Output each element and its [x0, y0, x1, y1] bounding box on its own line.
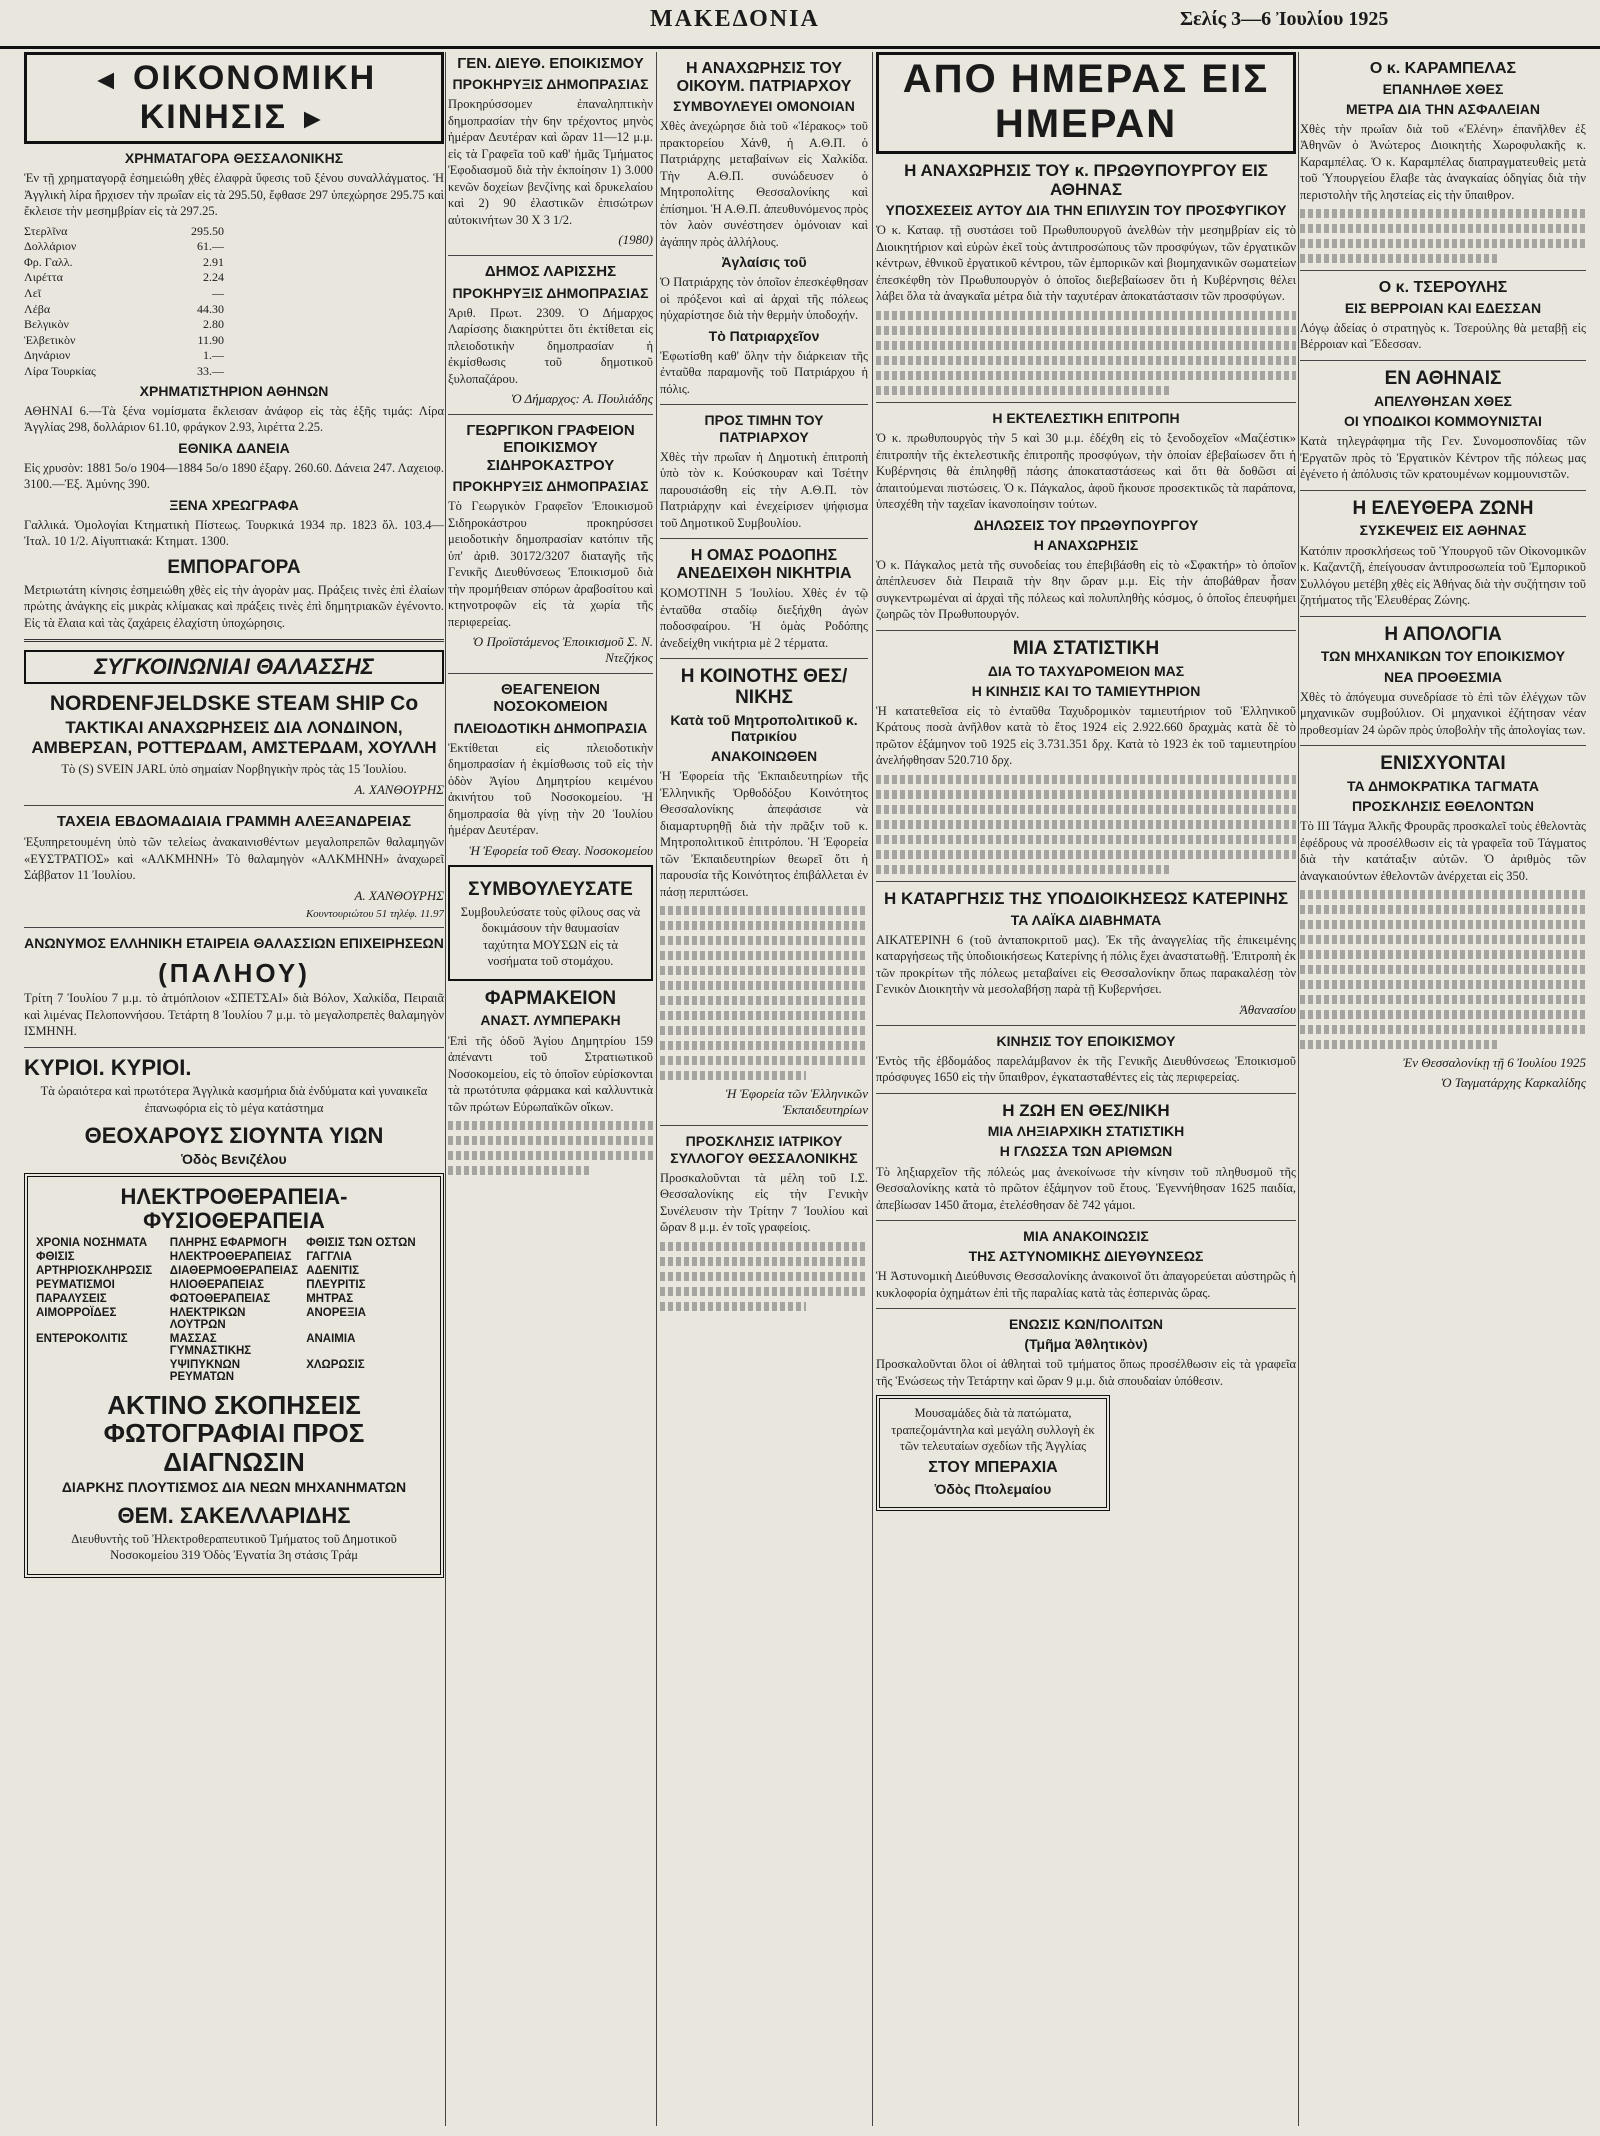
article-subhead: Η ΓΛΩΣΣΑ ΤΩΝ ΑΡΙΘΜΩΝ — [999, 1143, 1173, 1160]
divider — [448, 673, 653, 674]
article-subhead: ΤΗΣ ΑΣΤΥΝΟΜΙΚΗΣ ΔΙΕΥΘΥΝΣΕΩΣ — [968, 1248, 1204, 1265]
article-subhead: (Τμῆμα Ἀθλητικὸν) — [1024, 1336, 1148, 1353]
column-economy — [24, 52, 444, 2128]
article-headline: ΕΝΙΣΧΥΟΝΤΑΙ — [1380, 753, 1506, 775]
ad-title: ΣΥΜΒΟΥΛΕΥΣΑΤΕ — [468, 878, 633, 900]
article-text: Ἐντὸς τῆς ἑβδομάδος παρελάμβανον ἐκ τῆς Γενικῆς Διευθύνσεως Ἐποικισμοῦ πρόσφυγες 1650 εἰς τὴν ὕπαιθρον, ἐγκατασταθέντες εἰς τὰς περιφερείας. — [876, 1053, 1296, 1085]
article-text: Χθὲς ἀνεχώρησε διὰ τοῦ «Ἱέρακος» τοῦ πρακτορείου Χάνθ, ἡ Α.Θ.Π. ὁ Πατριάρχης μεταβαίνων εἰς Χαλκίδα. Τὴν Α.Θ.Π. συνώδευσεν ὁ Μητροπολίτης Θεσσαλονίκης καὶ ἐπίσημοι. Ἡ Α.Θ.Π. ἀπευθυνόμενος πρὸς τὸν λαὸν συνέστησεν ὁμόνοιαν καὶ ἀγάπην πρὸς ἀλλήλους. — [660, 119, 868, 249]
rate-row: Δολλάριον 61.— — [24, 239, 224, 254]
article-text: Ἡ κατατεθεῖσα εἰς τὸ ἐνταῦθα Ταχυδρομικὸν ταμιευτήριον τοῦ Ἑλληνικοῦ Κράτους ποσὰ ἀνῆλθον κατὰ τὸ ἔτος 1924 εἰς 2.922.660 δραχμὰς κατὰ δὲ τὸ πρῶτον ἑξάμηνον τοῦ 1925 εἰς 3.731.351 δρχ. Κατὰ τὸ 1923 ἐκ τοῦ ταμιευτηρίου ἀνελήφθησαν 520.710 δρχ. — [876, 703, 1296, 768]
ad-routes: ΤΑΚΤΙΚΑΙ ΑΝΑΧΩΡΗΣΕΙΣ ΔΙΑ ΛΟΝΔΙΝΟΝ, ΑΜΒΕΡΣΑΝ, ΡΟΤΤΕΡΔΑΜ, ΑΜΣΤΕΡΔΑΜ, ΧΟΥΛΛΗ — [31, 718, 437, 757]
article-text: Τὸ ΙΙΙ Τάγμα Ἀλκῆς Φρουρᾶς προσκαλεῖ τοὺς ἐθελοντὰς ἐφέδρους νὰ προσέλθωσιν εἰς τὰ γραφεῖα τοῦ Τάγματος διὰ τὴν κατάταξιν αὐτῶν. Ὁ ἀριθμὸς τῶν ἀναγκαιούντων ἐθελοντῶν ἀνέρχεται εἰς 350. — [1300, 819, 1586, 883]
article-text: Προσκαλοῦνται ὅλοι οἱ ἀθληταὶ τοῦ τμήματος ὅπως προσέλθωσιν εἰς τὰ γραφεῖα τῆς Ἑνώσεως τὴν Τετάρτην καὶ ὥραν 9 μ.μ. διὰ σπουδαίαν ὑπόθεσιν. — [876, 1357, 1296, 1388]
ad-doctor-name: ΘΕΜ. ΣΑΚΕΛΛΑΡΙΔΗΣ — [117, 1502, 351, 1528]
ad-title: ΦΑΡΜΑΚΕΙΟΝ — [484, 987, 617, 1009]
service-item: ΓΑΓΓΛΙΑ — [306, 1250, 352, 1263]
article-text: Ἐν τῇ χρηματαγορᾷ ἐσημειώθη χθὲς ἐλαφρὰ ὕφεσις τοῦ ξένου συναλλάγματος. Ἡ Ἀγγλικὴ λίρα ἤρχισεν τὴν πρωΐαν εἰς τὰ 295.50, ἔφθασε 297 ὑπεχώρησε 295.75 καὶ ἔκλεισε τὴν μεσημβρίαν εἰς τὰ 297.25. — [24, 171, 444, 219]
rate-row: Λεῖ — — [24, 285, 224, 300]
rate-row: Λίρα Τουρκίας 33.— — [24, 363, 224, 378]
ad-title: ΚΥΡΙΟΙ. ΚΥΡΙΟΙ. — [24, 1054, 192, 1080]
ad-shop-address: Ὁδὸς Βενιζέλου — [181, 1151, 287, 1168]
shipping-banner-title: ΣΥΓΚΟΙΝΩΝΙΑΙ ΘΑΛΑΣΣΗΣ — [94, 654, 374, 680]
article-text: Ἡ Ἐφορεία τῆς Ἐκπαιδευτηρίων τῆς Ἑλληνικῆς Ὀρθοδόξου Κοινότητος Θεσσαλονίκης ἀπεφάσισε νὰ διαμαρτυρηθῇ διὰ τὴν πρᾶξιν τοῦ κ. Μητροπολιτικοῦ ἐπιτρόπου. Ἡ Ἐφορεία τῶν Ἐκπαιδευτηρίων θεωρεῖ ὅτι ἡ παρουσία τῆς Κοινότητος ἐπιβάλλεται ἐν πάσῃ περιπτώσει. — [660, 769, 868, 899]
ad-title: ΤΑΧΕΙΑ ΕΒΔΟΜΑΔΙΑΙΑ ΓΡΑΜΜΗ ΑΛΕΞΑΝΔΡΕΙΑΣ — [56, 812, 412, 830]
divider — [876, 630, 1296, 631]
notice-subtitle: ΠΡΟΚΗΡΥΞΙΣ ΔΗΜΟΠΡΑΣΙΑΣ — [452, 76, 649, 93]
article-text: Μετριωτάτη κίνησις ἐσημειώθη χθὲς εἰς τὴν ἀγορὰν μας. Πράξεις τινὲς ἐπὶ ἐλαίων πρώτης ἀνάγκης εἰς μικρὰς κλίμακας καὶ πράξεις τινὲς ἐπὶ δημητριακῶν ἐγένοντο. Εἰς τὰ ἔλαια καὶ τὰς ζαχάρεις ἐλαχίστη ὑποχώρησις. — [24, 582, 444, 630]
article-headline: Η ΕΚΤΕΛΕΣΤΙΚΗ ΕΠΙΤΡΟΠΗ — [992, 409, 1180, 426]
service-item: ΦΘΙΣΙΣ ΤΩΝ ΟΣΤΩΝ — [306, 1236, 416, 1249]
article-subhead: ΤΩΝ ΜΗΧΑΝΙΚΩΝ ΤΟΥ ΕΠΟΙΚΙΣΜΟΥ — [1320, 648, 1566, 665]
rate-row: Φρ. Γαλλ. 2.91 — [24, 254, 224, 269]
divider — [876, 1308, 1296, 1309]
service-item: ΠΛΕΥΡΙΤΙΣ — [306, 1278, 366, 1291]
article-headline: ΠΡΟΣΚΛΗΣΙΣ ΙΑΤΡΙΚΟΥ ΣΥΛΛΟΓΟΥ ΘΕΣΣΑΛΟΝΙΚΗΣ — [670, 1133, 858, 1166]
article-subhead: ΤΑ ΔΗΜΟΚΡΑΤΙΚΑ ΤΑΓΜΑΤΑ — [1347, 778, 1539, 794]
divider — [660, 538, 868, 539]
divider — [660, 658, 868, 659]
column-rule — [1298, 52, 1299, 2126]
notice-title: ΓΕΩΡΓΙΚΟΝ ΓΡΑΦΕΙΟΝ ΕΠΟΙΚΙΣΜΟΥ ΣΙΔΗΡΟΚΑΣΤΡΟΥ — [466, 422, 635, 474]
article-text: Ὁ κ. Πάγκαλος μετὰ τῆς συνοδείας του ἐπεβιβάσθη εἰς τὸ «Σφακτήρ» τὸ ὁποῖον ἀπέπλευσεν διὰ Πειραιᾶ τὴν 8ην ὥραν μ.μ. Εἰς τὴν ἀποβάθραν ἦσαν συγκεντρωμέναι αἱ ἀρχαὶ τῆς πόλεως καὶ πολυπληθὴς κόσμος, ὁ ὁποῖος ἐπευφήμει ζωηρῶς τὸν Πρωθυπουργόν. — [876, 557, 1296, 622]
economy-banner-title: ΟΙΚΟΝΟΜΙΚΗ ΚΙΝΗΣΙΣ — [132, 59, 377, 136]
service-item: ΡΕΥΜΑΤΙΣΜΟΙ — [36, 1278, 115, 1291]
article-subhead: Ἀγλαίσις τοῦ — [721, 254, 807, 271]
ad-title: (ΠΑΛΗΟΥ) — [158, 957, 310, 988]
ad-agent-address: Κουντουριώτου 51 τηλέφ. 11.97 — [306, 907, 444, 920]
illegible-text — [1300, 209, 1586, 263]
ad-title: ΗΛΕΚΤΡΟΘΕΡΑΠΕΙΑ-ΦΥΣΙΟΘΕΡΑΠΕΙΑ — [120, 1184, 348, 1234]
ad-headline: ΑΚΤΙΝΟ ΣΚΟΠΗΣΕΙΣ ΦΩΤΟΓΡΑΦΙΑΙ ΠΡΟΣ ΔΙΑΓΝΩΣΙΝ — [103, 1389, 365, 1477]
ad-text: Τρίτη 7 Ἰουλίου 7 μ.μ. τὸ ἀτμόπλοιον «ΣΠΕΤΣΑΙ» διὰ Βόλον, Χαλκίδα, Πειραιᾶ καὶ λιμένας Πελοποννήσου. Τετάρτη 8 Ἰουλίου 7 μ.μ. τὸ μεγαλοπρεπὲς θαλαμηγὸν ΙΣΜΗΝΗ. — [24, 991, 444, 1039]
divider — [1300, 745, 1586, 746]
section-title: ΕΘΝΙΚΑ ΔΑΝΕΙΑ — [178, 439, 290, 456]
illegible-text — [660, 1242, 868, 1311]
advice-ad — [448, 865, 653, 981]
illegible-text — [448, 1121, 653, 1175]
article-headline: Η ΟΜΑΣ ΡΟΔΟΠΗΣ ΑΝΕΔΕΙΧΘΗ ΝΙΚΗΤΡΙΑ — [676, 547, 852, 582]
service-item: ΧΛΩΡΩΣΙΣ — [306, 1358, 365, 1371]
right-arrow-icon: ► — [298, 103, 329, 134]
illegible-text — [876, 311, 1296, 395]
notice-text: Ἀριθ. Πρωτ. 2309. Ὁ Δήμαρχος Λαρίσσης διακηρύττει ὅτι ἐκτίθεται εἰς πλειοδοτικὴν δημοπρασίαν ἡ ἐκμίσθωσις τοῦ δημοτικοῦ ξυλοπαζάρου. — [448, 305, 653, 386]
service-item: ΜΗΤΡΑΣ — [306, 1292, 354, 1305]
column-rule — [656, 52, 657, 2126]
article-subhead: ΜΕΤΡΑ ΔΙΑ ΤΗΝ ΑΣΦΑΛΕΙΑΝ — [1346, 100, 1540, 117]
ad-text: Μουσαμάδες διὰ τὰ πατώματα, τραπεζομάντηλα καὶ μεγάλη συλλογὴ ἐκ τῶν τελευταίων σχεδίων τῆς Ἀγγλίας — [891, 1406, 1095, 1454]
service-item: ΠΛΗΡΗΣ ΕΦΑΡΜΟΓΗ — [169, 1236, 287, 1249]
article-headline: ΕΝΩΣΙΣ ΚΩΝ/ΠΟΛΙΤΩΝ — [1008, 1316, 1164, 1333]
article-headline: Η ΑΝΑΧΩΡΗΣΙΣ — [1033, 536, 1139, 553]
rate-row: Λιρέττα 2.24 — [24, 270, 224, 285]
ad-text: Τὸ (S) SVEIN JARL ὑπὸ σημαίαν Νορβηγικὴν πρὸς τὰς 15 Ἰουλίου. — [61, 762, 407, 777]
service-item: ΑΝΟΡΕΞΙΑ — [306, 1306, 366, 1319]
ad-subline: ΔΙΑΡΚΗΣ ΠΛΟΥΤΙΣΜΟΣ ΔΙΑ ΝΕΩΝ ΜΗΧΑΝΗΜΑΤΩΝ — [61, 1479, 407, 1496]
service-item: ΕΝΤΕΡΟΚΟΛΙΤΙΣ — [36, 1332, 128, 1345]
column-notices — [448, 52, 653, 2128]
article-headline: Ο κ. ΤΣΕΡΟΥΛΗΣ — [1378, 279, 1508, 297]
ad-shop-name: ΘΕΟΧΑΡΟΥΣ ΣΙΟΥΝΤΑ ΥΙΩΝ — [84, 1123, 384, 1149]
ad-text: Ἐξυπηρετουμένη ὑπὸ τῶν τελείως ἀνακαινισθέντων μεγαλοπρεπῶν θαλαμηγῶν «ΕΥΣΤΡΑΤΙΟΣ» καὶ «ΑΛΚΜΗΝΗ» Τὸ θαλαμηγὸν «ΑΛΚΜΗΝΗ» ἀναχωρεῖ Σάββατον 11 Ἰουλίου. — [24, 835, 444, 883]
article-subhead: ΑΝΑΚΟΙΝΩΘΕΝ — [710, 748, 818, 765]
service-item: ΠΑΡΑΛΥΣΕΙΣ — [36, 1292, 107, 1305]
article-subhead: ΥΠΟΣΧΕΣΕΙΣ ΑΥΤΟΥ ΔΙΑ ΤΗΝ ΕΠΙΛΥΣΙΝ ΤΟΥ ΠΡΟΣΦΥΓΙΚΟΥ — [885, 202, 1287, 219]
article-subhead: Η ΚΙΝΗΣΙΣ ΚΑΙ ΤΟ ΤΑΜΙΕΥΤΗΡΙΟΝ — [971, 682, 1201, 699]
notice-code: (1980) — [618, 232, 653, 248]
exchange-rates-list — [24, 224, 224, 380]
article-signature: Ὁ Ταγματάρχης Καρκαλίδης — [1440, 1075, 1586, 1091]
rate-row: Στερλῖνα 295.50 — [24, 223, 224, 238]
article-text: Χθὲς τὴν πρωΐαν ἡ Δημοτικὴ ἐπιτροπὴ ὑπὸ τὸν κ. Κούσκουραν καὶ Τσέτην παρουσιάσθη εἰς τὴν Α.Θ.Π. τὸν Πατριάρχην καὶ ἐνεχείρισεν ψήφισμα τοῦ Δημοτικοῦ Συμβουλίου. — [660, 449, 868, 530]
divider — [876, 402, 1296, 403]
article-subhead: ΕΠΑΝΗΛΘΕ ΧΘΕΣ — [1382, 80, 1504, 97]
article-text: Ὁ κ. πρωθυπουργὸς τὴν 5 καὶ 30 μ.μ. ἐδέχθη εἰς τὸ ξενοδοχεῖον «Μαζέστικ» ἐπιτροπὴν τῆς ἐκτελεστικῆς ἐπιτροπῆς προσφύγων, τὴν ὁποίαν ἐβεβαίωσεν ὅτι ἡ Κυβέρνησις θὰ ἐπιληφθῇ πάσης ἀποκαταστάσεως καὶ ὅτι θὰ δοθῶσι αἱ ἀπαιτούμεναι πιστώσεις. Ὁ κ. Πάγκαλος, ἀφοῦ ἤκουσε προσεκτικῶς τὰ παράπονα, ὑπεσχέθη τὴν ταχεῖαν ἱκανοποίησιν τούτων. — [876, 431, 1296, 512]
ad-company: NORDENFJELDSKE STEAM SHIP Co — [49, 692, 419, 716]
column-briefs — [1300, 52, 1586, 2128]
rate-row: Δηνάριον 1.— — [24, 348, 224, 363]
article-subhead: ΔΗΛΩΣΕΙΣ ΤΟΥ ΠΡΩΘΥΠΟΥΡΓΟΥ — [973, 516, 1199, 533]
column-patriarch — [660, 52, 868, 2128]
notice-title: ΓΕΝ. ΔΙΕΥΘ. ΕΠΟΙΚΙΣΜΟΥ — [457, 55, 644, 72]
ad-text: Ἐπὶ τῆς ὁδοῦ Ἁγίου Δημητρίου 159 ἀπέναντι τοῦ Στρατιωτικοῦ Νοσοκομείου, εἰς τὸ ὁποῖον εὑρίσκονται τὰ πρωτότυπα φάρμακα καὶ καλλυντικὰ τῶν πρώτων Εὐρωπαϊκῶν οἴκων. — [448, 1033, 653, 1114]
article-subhead: Κατὰ τοῦ Μητροπολιτικοῦ κ. Πατρικίου — [670, 712, 858, 745]
article-text: Λόγῳ ἀδείας ὁ στρατηγὸς κ. Τσερούλης θὰ μεταβῇ εἰς Βέρροιαν καὶ Ἔδεσσαν. — [1300, 320, 1586, 352]
ad-text: Διευθυντὴς τοῦ Ἠλεκτροθεραπευτικοῦ Τμήματος τοῦ Δημοτικοῦ Νοσοκομείου 319 Ὁδὸς Ἐγνατία 3η στάσις Τράμ — [71, 1531, 397, 1563]
article-subhead: ΑΠΕΛΥΘΗΣΑΝ ΧΘΕΣ — [1374, 392, 1512, 409]
service-item: ΗΛΕΚΤΡΙΚΩΝ ΛΟΥΤΡΩΝ — [169, 1306, 246, 1331]
service-item: ΑΡΤΗΡΙΟΣΚΛΗΡΩΣΙΣ — [36, 1264, 153, 1277]
article-subhead: ΜΙΑ ΛΗΞΙΑΡΧΙΚΗ ΣΤΑΤΙΣΤΙΚΗ — [987, 1123, 1185, 1140]
divider — [24, 805, 444, 806]
article-subhead: ΝΕΑ ΠΡΟΘΕΣΜΙΑ — [1383, 668, 1503, 685]
shop-ad — [876, 1395, 1110, 1511]
ad-title: ΑΝΩΝΥΜΟΣ ΕΛΛΗΝΙΚΗ ΕΤΑΙΡΕΙΑ ΘΑΛΑΣΣΙΩΝ ΕΠΙΧΕΙΡΗΣΕΩΝ — [24, 934, 444, 951]
article-headline: Η ΚΑΤΑΡΓΗΣΙΣ ΤΗΣ ΥΠΟΔΙΟΙΚΗΣΕΩΣ ΚΑΤΕΡΙΝΗΣ — [883, 888, 1289, 908]
service-item: ΗΛΕΚΤΡΟΘΕΡΑΠΕΙΑΣ — [169, 1250, 292, 1263]
service-item: ΑΝΑΙΜΙΑ — [306, 1332, 356, 1345]
notice-title: ΔΗΜΟΣ ΛΑΡΙΣΣΗΣ — [484, 263, 617, 281]
service-item: ΗΛΙΟΘΕΡΑΠΕΙΑΣ — [169, 1278, 265, 1291]
article-headline: Η ΑΝΑΧΩΡΗΣΙΣ ΤΟΥ κ. ΠΡΩΘΥΠΟΥΡΓΟΥ ΕΙΣ ΑΘΗΝΑΣ — [904, 161, 1268, 199]
notice-signature: Ὁ Δήμαρχος: Α. Πουλιάδης — [510, 391, 653, 407]
article-subhead: ΟΙ ΥΠΟΔΙΚΟΙ ΚΟΜΜΟΥΝΙΣΤΑΙ — [1344, 412, 1542, 429]
illegible-text — [660, 906, 868, 1080]
article-subhead: ΔΙΑ ΤΟ ΤΑΧΥΔΡΟΜΕΙΟΝ ΜΑΣ — [987, 662, 1185, 679]
article-text: Κατὰ τηλεγράφημα τῆς Γεν. Συνομοσπονδίας τῶν Ἐργατῶν πρὸς τὸ Ἐργατικὸν Κέντρον τῆς πόλεως μας ἐγένετο ἡ ἀπόλυσις τῶν κρατουμένων κομμουνιστῶν. — [1300, 434, 1586, 482]
notice-subtitle: ΠΡΟΚΗΡΥΞΙΣ ΔΗΜΟΠΡΑΣΙΑΣ — [452, 284, 649, 301]
notice-text: Τὸ Γεωργικὸν Γραφεῖον Ἐποικισμοῦ Σιδηροκάστρου προκηρύσσει μειοδοτικὴν δημοπρασίαν κατόπιν τῆς ὑπ' ἀριθ. 30172/3207 διαταγῆς τῆς Γενικῆς Διευθύνσεως Ἐποικισμοῦ διὰ τὴν προμήθειαν σπόρων ἀραβοσίτου καὶ κτηνοτροφῶν εἰς τὰ χωρία τῆς περιφερείας. — [448, 499, 653, 629]
article-text: Προσκαλοῦνται τὰ μέλη τοῦ Ι.Σ. Θεσσαλονίκης εἰς τὴν Γενικὴν Συνέλευσιν τὴν Τρίτην 7 Ἰουλίου καὶ ὥραν 8 μ.μ. ἐν τοῖς γραφείοις. — [660, 1170, 868, 1235]
ad-agent: Α. ΧΑΝΘΟΥΡΗΣ — [354, 887, 444, 903]
article-text: ΑΙΚΑΤΕΡΙΝΗ 6 (τοῦ ἀνταποκριτοῦ μας). Ἐκ τῆς ἀναγγελίας τῆς ἐπικειμένης καταργήσεως τῆς ὑποδιοικήσεως Κατερίνης ἡ πόλις ἔχει ἀναστατωθῇ. Ἐπιτροπὴ ἐκ τῶν προκρίτων τῆς πόλεως μεταβαίνει εἰς Θεσσαλονίκην ὅπως παρακαλέσῃ τὸν Γενικὸν Διοικητὴν νὰ μεσολαβήσῃ παρὰ τῇ Κυβερνήσει. — [876, 932, 1296, 997]
rate-row: Ἑλβετικὸν 11.90 — [24, 332, 224, 347]
service-item: ΜΑΣΣΑΣ ΓΥΜΝΑΣΤΙΚΗΣ — [169, 1332, 252, 1357]
ad-shop-name: ΣΤΟΥ ΜΠΕΡΑΧΙΑ — [928, 1458, 1058, 1476]
notice-text: Προκηρύσσομεν ἐπαναληπτικὴν δημοπρασίαν τὴν 6ην τρέχοντος μηνὸς ἡμέραν Δευτέραν καὶ ὥραν 11—12 μ.μ. εἰς τὰ Γραφεῖα τοῦ καθ' ἡμᾶς Τμήματος Ἐφοδιασμοῦ διὰ τὴν ἐκποίησιν 1) 3.000 κενῶν δοχείων βενζίνης καὶ δρυκελαίου καὶ 2) 90 ἐλαστικῶν ἐπισώτρων αὐτοκινήτων 30 Χ 3 1/2. — [448, 97, 653, 227]
article-headline: Η ΖΩΗ ΕΝ ΘΕΣ/ΝΙΚΗ — [1002, 1100, 1170, 1120]
article-text: Κατόπιν προσκλήσεως τοῦ Ὑπουργοῦ τῶν Οἰκονομικῶν κ. Καζαντζῆ, ἐπείγουσαν ἀντιπροσωπεία τοῦ Ἐμπορικοῦ Συλλόγου μετέβη χθὲς εἰς Ἀθήνας διὰ τὴν συζήτησιν τοῦ ζητήματος τῆς Ἐλευθέρας Ζώνης. — [1300, 543, 1586, 608]
service-item: ΥΨΙΠΥΚΝΩΝ ΡΕΥΜΑΤΩΝ — [169, 1358, 241, 1383]
divider — [876, 1220, 1296, 1221]
divider — [448, 414, 653, 415]
article-subhead: ΠΡΟΣΚΛΗΣΙΣ ΕΘΕΛΟΝΤΩΝ — [1351, 798, 1535, 815]
divider — [24, 639, 444, 642]
section-title: ΕΜΠΟΡΑΓΟΡΑ — [167, 556, 301, 578]
service-item: ΑΙΜΟΡΡΟΪΔΕΣ — [36, 1306, 117, 1319]
article-text: Ὁ κ. Καταφ. τῇ συστάσει τοῦ Πρωθυπουργοῦ ἀνελθὼν τὴν μεσημβρίαν εἰς τὸ Διοικητήριον καὶ εὑρὼν ἐκεῖ τοὺς ἀντιπροσώπους τῶν προσφύγων, τῶν ἐργατικῶν κέντρων, ἐθνικοῦ ἐργατικοῦ κέντρου, τῶν ἐμπορικῶν καὶ βιομηχανικῶν σωματείων ἐπεσκέφθη τὸν Πρωθυπουργὸν ὁ ὁποῖος διεβεβαίωσεν ὅτι ἡ Κυβέρνησις θέλει λάβει ὅλα τὰ ἀναγκαῖα μέτρα διὰ τὴν ταχυτέραν ἀποκατάστασιν τῶν προσφύγων. — [876, 223, 1296, 304]
notice-signature: Ἡ Ἐφορεία τοῦ Θεαγ. Νοσοκομείου — [469, 842, 653, 858]
illegible-text — [876, 775, 1296, 874]
masthead — [0, 0, 1600, 49]
service-item: ΧΡΟΝΙΑ ΝΟΣΗΜΑΤΑ — [36, 1236, 148, 1249]
article-headline: Ο κ. ΚΑΡΑΜΠΕΛΑΣ — [1369, 60, 1517, 77]
service-item — [36, 1359, 162, 1383]
article-headline: ΕΝ ΑΘΗΝΑΙΣ — [1384, 367, 1502, 389]
divider — [24, 927, 444, 928]
article-headline: ΜΙΑ ΣΤΑΤΙΣΤΙΚΗ — [1012, 637, 1160, 659]
article-text: Χθὲς τὸ ἀπόγευμα συνεδρίασε τὸ ἐπὶ τῶν ἐλέγχων τῶν μηχανικῶν συμβούλιον. Οἱ μηχανικοὶ ἐζήτησαν νέαν προθεσμίαν 24 ὡρῶν πρὸς ὑποβολὴν τῆς ἀπολογίας των. — [1300, 689, 1586, 737]
notice-subtitle: ΠΡΟΚΗΡΥΞΙΣ ΔΗΜΟΠΡΑΣΙΑΣ — [452, 477, 649, 494]
article-headline: Η ΑΝΑΧΩΡΗΣΙΣ ΤΟΥ ΟΙΚΟΥΜ. ΠΑΤΡΙΑΡΧΟΥ — [676, 60, 852, 95]
article-text: Τὸ ληξιαρχεῖον τῆς πόλεώς μας ἀνεκοίνωσε τὴν κίνησιν τοῦ πληθυσμοῦ τῆς Θεσσαλονίκης κατὰ τὸ πρῶτον ἑξάμηνον τοῦ ἔτους. Ἐγεννήθησαν 1625 παιδία, ἀπεβίωσαν 1450 ἄτομα, ἐτελέσθησαν δὲ 742 γάμοι. — [876, 1164, 1296, 1212]
article-headline: Η ΑΠΟΛΟΓΙΑ — [1384, 623, 1502, 645]
article-text: ΑΘΗΝΑΙ 6.—Τὰ ξένα νομίσματα ἔκλεισαν ἀνάφορ εἰς τὰς ἑξῆς τιμάς: Λίρα Ἀγγλίας 298, δολλάριον 61.10, φράγκον 2.93, λιρέττα 2.25. — [24, 403, 444, 435]
article-headline: Η ΚΟΙΝΟΤΗΣ ΘΕΣ/ΝΙΚΗΣ — [680, 666, 848, 709]
paper-name: ΜΑΚΕΔΟΝΙΑ — [650, 6, 820, 32]
service-item: ΦΩΤΟΘΕΡΑΠΕΙΑΣ — [169, 1292, 271, 1305]
section-title: ΧΡΗΜΑΤΙΣΤΗΡΙΟΝ ΑΘΗΝΩΝ — [139, 382, 329, 399]
services-grid — [36, 1237, 432, 1383]
article-text: Ἡ Ἀστυνομικὴ Διεύθυνσις Θεσσαλονίκης ἀνακοινοῖ ὅτι ἀπαγορεύεται αὐστηρῶς ἡ κυκλοφορία ὀχημάτων ἐπὶ τῆς παραλίας κατὰ τὰς ἑσπερινὰς ὥρας. — [876, 1269, 1296, 1300]
section-title: ΧΡΗΜΑΤΑΓΟΡΑ ΘΕΣΣΑΛΟΝΙΚΗΣ — [124, 150, 344, 166]
ad-text: Συμβουλεύσατε τοὺς φίλους σας νὰ δοκιμάσουν τὴν θαυμασίαν ταχύτητα ΜΟΥΣΩΝ εἰς τὰ νοσήματα τοῦ στομάχου. — [460, 904, 641, 969]
article-subhead: ΣΥΜΒΟΥΛΕΥΕΙ ΟΜΟΝΟΙΑΝ — [673, 98, 855, 115]
notice-signature: Ὁ Προϊστάμενος Ἐποικισμοῦ Σ. Ν. Ντεζήκος — [472, 634, 653, 666]
notice-title: ΘΕΑΓΕΝΕΙΟΝ ΝΟΣΟΚΟΜΕΙΟΝ — [493, 681, 608, 716]
article-text: Ὁ Πατριάρχης τὸν ὁποῖον ἐπεσκέφθησαν οἱ πρόξενοι καὶ αἱ ἀρχαὶ τῆς πόλεως ηὐχαρίστησε διὰ τὴν θερμὴν ὑποδοχήν. — [660, 275, 868, 323]
article-text: ΚΟΜΟΤΙΝΗ 5 Ἰουλίου. Χθὲς ἐν τῷ ἐνταῦθα σταδίῳ διεξήχθη ἀγὼν ποδοσφαίρου. Ἡ ὁμὰς Ροδόπης ἀνεδείχθη νικήτρια μὲ 2 τέρματα. — [660, 586, 868, 650]
article-text: Χθὲς τὴν πρωΐαν διὰ τοῦ «Ἑλένη» ἐπανῆλθεν ἐξ Ἀθηνῶν ὁ Ἀνώτερος Διοικητὴς Χωροφυλακῆς κ. Καραμπέλας. Ὁ κ. Καραμπέλας διαπραγματευθεὶς μετὰ τοῦ Ὑπουργείου ἔλαβε τὰς ἀναγκαίας ὁδηγίας διὰ τὴν περιστολὴν τῆς ληστείας εἰς τὴν ὕπαιθρον. — [1300, 121, 1586, 202]
column-daily-news — [876, 52, 1296, 2128]
article-text: Γαλλικά. Ὀμολογίαι Κτηματικὴ Πίστεως. Τουρκικά 1934 πρ. 1823 ὅλ. 103.4—Ἰταλ. 10 1/2. Αἰγυπτιακά: Κτηματ. 1300. — [24, 517, 444, 549]
article-signature: Ἐν Θεσσαλονίκῃ τῇ 6 Ἰουλίου 1925 — [1403, 1055, 1586, 1071]
article-signature: Ἡ Ἐφορεία τῶν Ἑλληνικῶν Ἐκπαιδευτηρίων — [725, 1086, 868, 1118]
divider — [1300, 490, 1586, 491]
divider — [448, 255, 653, 256]
shipping-banner — [24, 650, 444, 684]
ad-shop-address: Ὁδὸς Πτολεμαίου — [934, 1481, 1052, 1498]
notice-text: Ἐκτίθεται εἰς πλειοδοτικὴν δημοπρασίαν ἡ ἐκμίσθωσις τοῦ εἰς τὴν ὁδὸν Ἀγίου Δημητρίου κειμένου ἀκινήτου τοῦ Νοσοκομείου. Ἡ δημοπρασία θὰ γίνῃ τὴν 20 Ἰουλίου ἡμέραν Δευτέραν. — [448, 740, 653, 838]
section-title: ΞΕΝΑ ΧΡΕΩΓΡΑΦΑ — [169, 496, 299, 513]
divider — [1300, 360, 1586, 361]
divider — [1300, 616, 1586, 617]
divider — [660, 404, 868, 405]
article-headline: ΜΙΑ ΑΝΑΚΟΙΝΩΣΙΣ — [1023, 1228, 1149, 1245]
electrotherapy-ad — [24, 1173, 444, 1577]
column-rule — [445, 52, 446, 2126]
divider — [876, 1093, 1296, 1094]
article-text: Εἰς χρυσὸν: 1881 5ο/ο 1904—1884 5ο/ο 1890 ἐξαργ. 260.60. Δάνεια 247. Λαχειοφ. 3100.—Ἐξ. Ἀμύνης 390. — [24, 460, 444, 492]
illegible-text — [1300, 890, 1586, 1049]
service-item: ΦΘΙΣΙΣ — [36, 1250, 75, 1263]
divider — [24, 1047, 444, 1048]
article-text: Ἐφωτίσθη καθ' ὅλην τὴν διάρκειαν τῆς ἐνταῦθα παραμονῆς τοῦ Πατριάρχου ἡ πόλις. — [660, 348, 868, 396]
divider — [876, 881, 1296, 882]
service-item: ΔΙΑΘΕΡΜΟΘΕΡΑΠΕΙΑΣ — [169, 1264, 299, 1277]
page-date: Σελίς 3—6 Ἰουλίου 1925 — [1180, 8, 1389, 30]
column-rule — [872, 52, 873, 2126]
article-headline: ΠΡΟΣ ΤΙΜΗΝ ΤΟΥ ΠΑΤΡΙΑΡΧΟΥ — [704, 412, 824, 445]
article-subhead: ΣΥΣΚΕΨΕΙΣ ΕΙΣ ΑΘΗΝΑΣ — [1359, 522, 1527, 539]
ad-agent: Α. ΧΑΝΘΟΥΡΗΣ — [354, 781, 444, 797]
article-subhead: ΤΑ ΛΑΪΚΑ ΔΙΑΒΗΜΑΤΑ — [1010, 911, 1162, 928]
daily-news-banner: ΑΠΟ ΗΜΕΡΑΣ ΕΙΣ ΗΜΕΡΑΝ — [876, 52, 1296, 154]
divider — [660, 1125, 868, 1126]
notice-subtitle: ΠΛΕΙΟΔΟΤΙΚΗ ΔΗΜΟΠΡΑΣΙΑ — [453, 719, 648, 736]
article-headline: Η ΕΛΕΥΘΕΡΑ ΖΩΝΗ — [1352, 497, 1534, 519]
divider — [1300, 270, 1586, 271]
ad-text: Τὰ ὡραιότερα καὶ πρωτότερα Ἀγγλικὰ κασμήρια διὰ ἐνδύματα καὶ γυναικεῖα ἐπανωφόρια εἰς τὸ μέγα κατάστημα — [40, 1084, 428, 1115]
article-subhead: ΕΙΣ ΒΕΡΡΟΙΑΝ ΚΑΙ ΕΔΕΣΣΑΝ — [1344, 299, 1542, 316]
article-headline: ΚΙΝΗΣΙΣ ΤΟΥ ΕΠΟΙΚΙΣΜΟΥ — [996, 1032, 1176, 1049]
rate-row: Λέβα 44.30 — [24, 301, 224, 316]
service-item: ΑΔΕΝΙΤΙΣ — [306, 1264, 360, 1277]
divider — [876, 1025, 1296, 1026]
economy-banner — [24, 52, 444, 144]
left-arrow-icon: ◄ — [91, 64, 122, 95]
article-signature: Ἀθανασίου — [1239, 1001, 1296, 1017]
article-subhead: Τὸ Πατριαρχεῖον — [708, 327, 820, 344]
rate-row: Βελγικὸν 2.80 — [24, 317, 224, 332]
ad-subtitle: ΑΝΑΣΤ. ΛΥΜΠΕΡΑΚΗ — [480, 1012, 621, 1029]
